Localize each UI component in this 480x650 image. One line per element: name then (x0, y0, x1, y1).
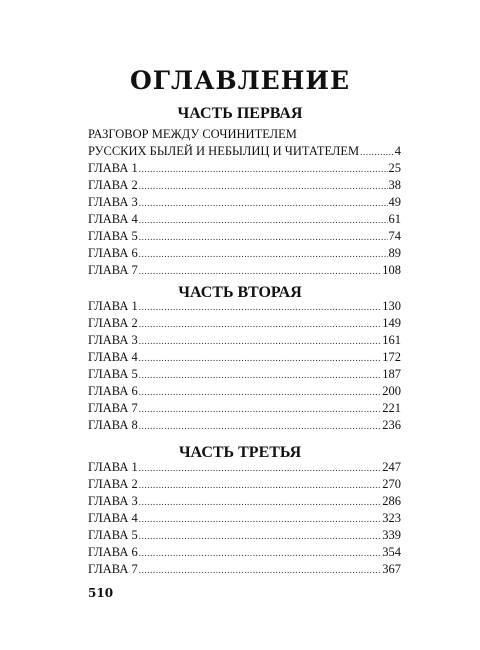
toc-entry-label: ГЛАВА 1 (88, 161, 138, 175)
part-heading-3: ЧАСТЬ ТРЕТЬЯ (178, 444, 302, 461)
toc-entry-label: ГЛАВА 4 (88, 212, 138, 226)
toc-entry[interactable] (88, 476, 401, 493)
toc-page-number: 270 (382, 477, 401, 491)
toc-entry-label: ГЛАВА 2 (88, 316, 138, 330)
leader-dots (139, 384, 382, 401)
toc-entry[interactable] (88, 160, 401, 177)
toc-page-number: 187 (382, 367, 401, 381)
toc-entry-label: ГЛАВА 7 (88, 401, 138, 415)
leader-dots (139, 460, 382, 477)
toc-entry-label: ГЛАВА 4 (88, 350, 138, 364)
toc-entry-label: ГЛАВА 7 (88, 562, 138, 576)
toc-page-number: 339 (382, 528, 401, 542)
leader-dots (139, 545, 382, 562)
toc-entry[interactable] (88, 417, 401, 434)
leader-dots (139, 212, 388, 229)
leader-dots (139, 263, 382, 280)
leader-dots (139, 401, 382, 418)
toc-page-number: 61 (388, 212, 401, 226)
toc-entry-label: ГЛАВА 4 (88, 511, 138, 525)
leader-dots (139, 246, 388, 263)
toc-entry[interactable] (88, 493, 401, 510)
toc-entry[interactable] (88, 298, 401, 315)
leader-dots (139, 333, 382, 350)
toc-page-number: 4 (394, 144, 401, 158)
toc-page-number: 130 (382, 299, 401, 313)
leader-dots (139, 350, 382, 367)
toc-page-number: 89 (388, 246, 401, 260)
part-heading-1: ЧАСТЬ ПЕРВАЯ (177, 105, 303, 122)
toc-page-number: 149 (382, 316, 401, 330)
leader-dots (139, 477, 382, 494)
toc-entry-label: ГЛАВА 6 (88, 545, 138, 559)
leader-dots (139, 195, 388, 212)
toc-page-number: 161 (382, 333, 401, 347)
toc-entry-label: ГЛАВА 1 (88, 299, 138, 313)
toc-entry-label: ГЛАВА 5 (88, 367, 138, 381)
toc-page-number: 354 (382, 545, 401, 559)
toc-entry-label: ГЛАВА 2 (88, 178, 138, 192)
leader-dots (139, 528, 382, 545)
leader-dots (139, 511, 382, 528)
leader-dots (139, 316, 382, 333)
toc-entry[interactable] (88, 459, 401, 476)
toc-entry-label: ГЛАВА 3 (88, 195, 138, 209)
toc-entry-intro-line2: РУССКИХ БЫЛЕЙ И НЕБЫЛИЦ И ЧИТАТЕЛЕМ (88, 144, 360, 158)
leader-dots (139, 494, 382, 511)
leader-dots (139, 418, 382, 435)
toc-entry-intro[interactable] (88, 126, 401, 160)
toc-entry[interactable] (88, 400, 401, 417)
toc-entry-label: ГЛАВА 7 (88, 263, 138, 277)
toc-entry-label: ГЛАВА 5 (88, 528, 138, 542)
leader-dots (139, 161, 388, 178)
toc-entry[interactable] (88, 544, 401, 561)
leader-dots (139, 367, 382, 384)
toc-entry[interactable] (88, 211, 401, 228)
toc-entry-label: ГЛАВА 6 (88, 246, 138, 260)
page-number-folio: 510 (88, 586, 114, 600)
page-title: ОГЛАВЛЕНИЕ (129, 66, 351, 95)
toc-page-number: 74 (388, 229, 401, 243)
toc-page-number: 172 (382, 350, 401, 364)
toc-entry[interactable] (88, 262, 401, 279)
toc-entry[interactable] (88, 228, 401, 245)
toc-entry-label: ГЛАВА 8 (88, 418, 138, 432)
toc-page-number: 25 (388, 161, 401, 175)
toc-entry[interactable] (88, 383, 401, 400)
toc-entry-label: ГЛАВА 6 (88, 384, 138, 398)
toc-page-number: 367 (382, 562, 401, 576)
leader-dots (139, 178, 388, 195)
toc-entry[interactable] (88, 561, 401, 578)
toc-entry-label: ГЛАВА 5 (88, 229, 138, 243)
toc-entry-label: ГЛАВА 3 (88, 494, 138, 508)
toc-page-number: 49 (388, 195, 401, 209)
toc-entry-intro-line1: РАЗГОВОР МЕЖДУ СОЧИНИТЕЛЕМ (88, 127, 297, 141)
toc-entry-label: ГЛАВА 2 (88, 477, 138, 491)
toc-page-number: 108 (382, 263, 401, 277)
toc-entry[interactable] (88, 245, 401, 262)
toc-list-part-2 (88, 298, 401, 434)
toc-entry[interactable] (88, 366, 401, 383)
leader-dots (139, 229, 388, 246)
leader-dots (139, 562, 382, 579)
toc-page-number: 286 (382, 494, 401, 508)
part-heading-2: ЧАСТЬ ВТОРАЯ (178, 284, 302, 301)
toc-entry[interactable] (88, 349, 401, 366)
toc-page-number: 236 (382, 418, 401, 432)
toc-page-number: 38 (388, 178, 401, 192)
toc-list-part-1 (88, 126, 401, 279)
toc-page-number: 247 (382, 460, 401, 474)
toc-entry-label: ГЛАВА 1 (88, 460, 138, 474)
toc-entry[interactable] (88, 510, 401, 527)
leader-dots (360, 144, 394, 161)
toc-entry[interactable] (88, 332, 401, 349)
toc-entry[interactable] (88, 527, 401, 544)
toc-page-number: 323 (382, 511, 401, 525)
toc-entry[interactable] (88, 194, 401, 211)
leader-dots (139, 299, 382, 316)
toc-entry[interactable] (88, 315, 401, 332)
toc-page-number: 221 (382, 401, 401, 415)
toc-list-part-3 (88, 459, 401, 578)
toc-entry[interactable] (88, 177, 401, 194)
toc-entry-label: ГЛАВА 3 (88, 333, 138, 347)
toc-page-number: 200 (382, 384, 401, 398)
